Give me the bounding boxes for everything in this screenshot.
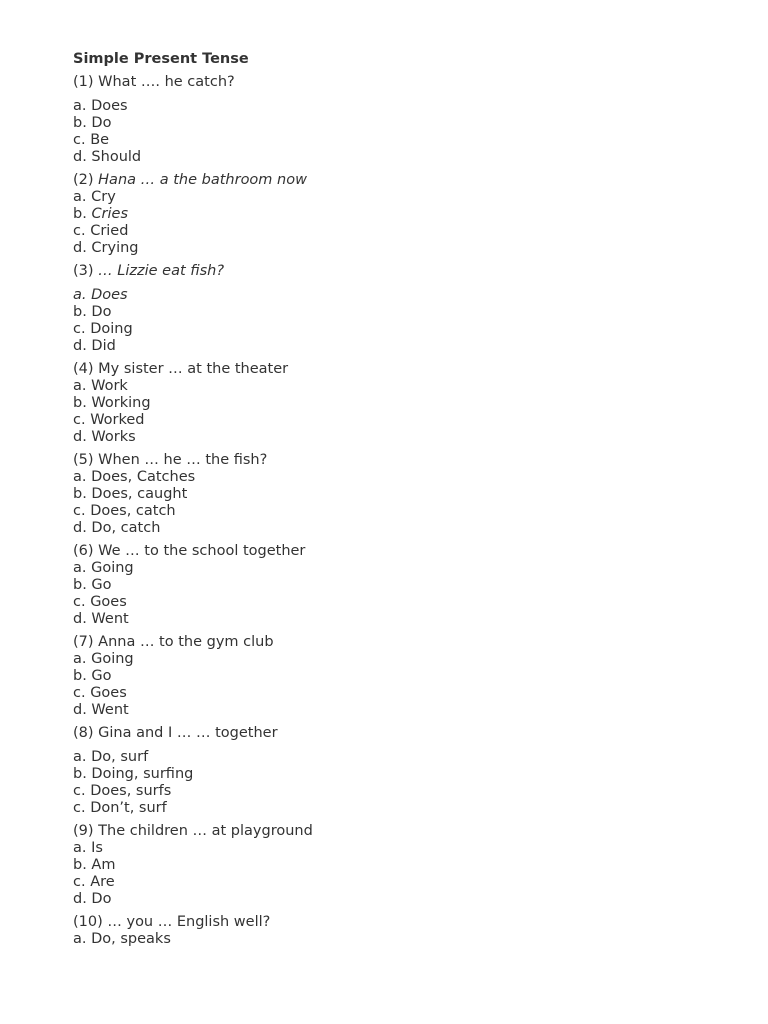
answer-option: a. Do, speaks xyxy=(73,931,171,947)
question-block-4 xyxy=(73,361,693,446)
answer-option: c. Worked xyxy=(73,412,145,428)
answer-option: a. Does, Catches xyxy=(73,469,196,485)
question-block-2 xyxy=(73,172,693,257)
answer-option: b. Does, caught xyxy=(73,486,188,502)
question-text: (10) … you … English well? xyxy=(73,914,271,930)
answer-option: d. Do xyxy=(73,891,112,907)
answer-option: b. Do xyxy=(73,304,112,320)
answer-option: b. Go xyxy=(73,668,112,684)
question-text: (1) What …. he catch? xyxy=(73,74,235,90)
answer-option: a. Do, surf xyxy=(73,749,149,765)
question-text: (9) The children … at playground xyxy=(73,823,313,839)
answer-option: c. Goes xyxy=(73,594,127,610)
answer-option: b. Working xyxy=(73,395,151,411)
question-text: (8) Gina and I … … together xyxy=(73,725,278,741)
answer-option: c. Cried xyxy=(73,223,129,239)
answer-option: c. Goes xyxy=(73,685,127,701)
question-block-1 xyxy=(73,74,693,166)
answer-option: d. Should xyxy=(73,149,142,165)
answer-option: d. Crying xyxy=(73,240,139,256)
answer-option: b. Cries xyxy=(73,206,129,222)
answer-option: a. Does xyxy=(73,287,128,303)
answer-option: c. Be xyxy=(73,132,110,148)
answer-option: d. Went xyxy=(73,702,129,718)
question-text: (6) We … to the school together xyxy=(73,543,306,559)
question-text: (7) Anna … to the gym club xyxy=(73,634,274,650)
answer-option: b. Go xyxy=(73,577,112,593)
question-block-5 xyxy=(73,452,693,537)
question-text: (2) Hana … a the bathroom now xyxy=(73,172,307,188)
answer-option: d. Do, catch xyxy=(73,520,161,536)
question-block-10 xyxy=(73,914,693,948)
question-block-9 xyxy=(73,823,693,908)
answer-option: a. Going xyxy=(73,651,134,667)
answer-option: c. Don’t, surf xyxy=(73,800,167,816)
answer-option: d. Did xyxy=(73,338,116,354)
answer-option: c. Doing xyxy=(73,321,133,337)
question-block-3 xyxy=(73,263,693,355)
answer-option: d. Went xyxy=(73,611,129,627)
question-text: (4) My sister … at the theater xyxy=(73,361,289,377)
answer-option: a. Does xyxy=(73,98,128,114)
answer-option: b. Doing, surfing xyxy=(73,766,194,782)
answer-option: a. Cry xyxy=(73,189,116,205)
document-title: Simple Present Tense xyxy=(73,51,249,67)
answer-option: a. Is xyxy=(73,840,103,856)
answer-option: c. Does, surfs xyxy=(73,783,172,799)
answer-option: c. Does, catch xyxy=(73,503,176,519)
answer-option: a. Work xyxy=(73,378,128,394)
question-text: (5) When … he … the fish? xyxy=(73,452,268,468)
answer-option: c. Are xyxy=(73,874,115,890)
answer-option: b. Am xyxy=(73,857,116,873)
answer-option: b. Do xyxy=(73,115,112,131)
question-block-7 xyxy=(73,634,693,719)
document-page xyxy=(73,50,693,954)
question-text: (3) … Lizzie eat fish? xyxy=(73,263,225,279)
answer-option: d. Works xyxy=(73,429,136,445)
question-block-6 xyxy=(73,543,693,628)
answer-option: a. Going xyxy=(73,560,134,576)
question-block-8 xyxy=(73,725,693,817)
